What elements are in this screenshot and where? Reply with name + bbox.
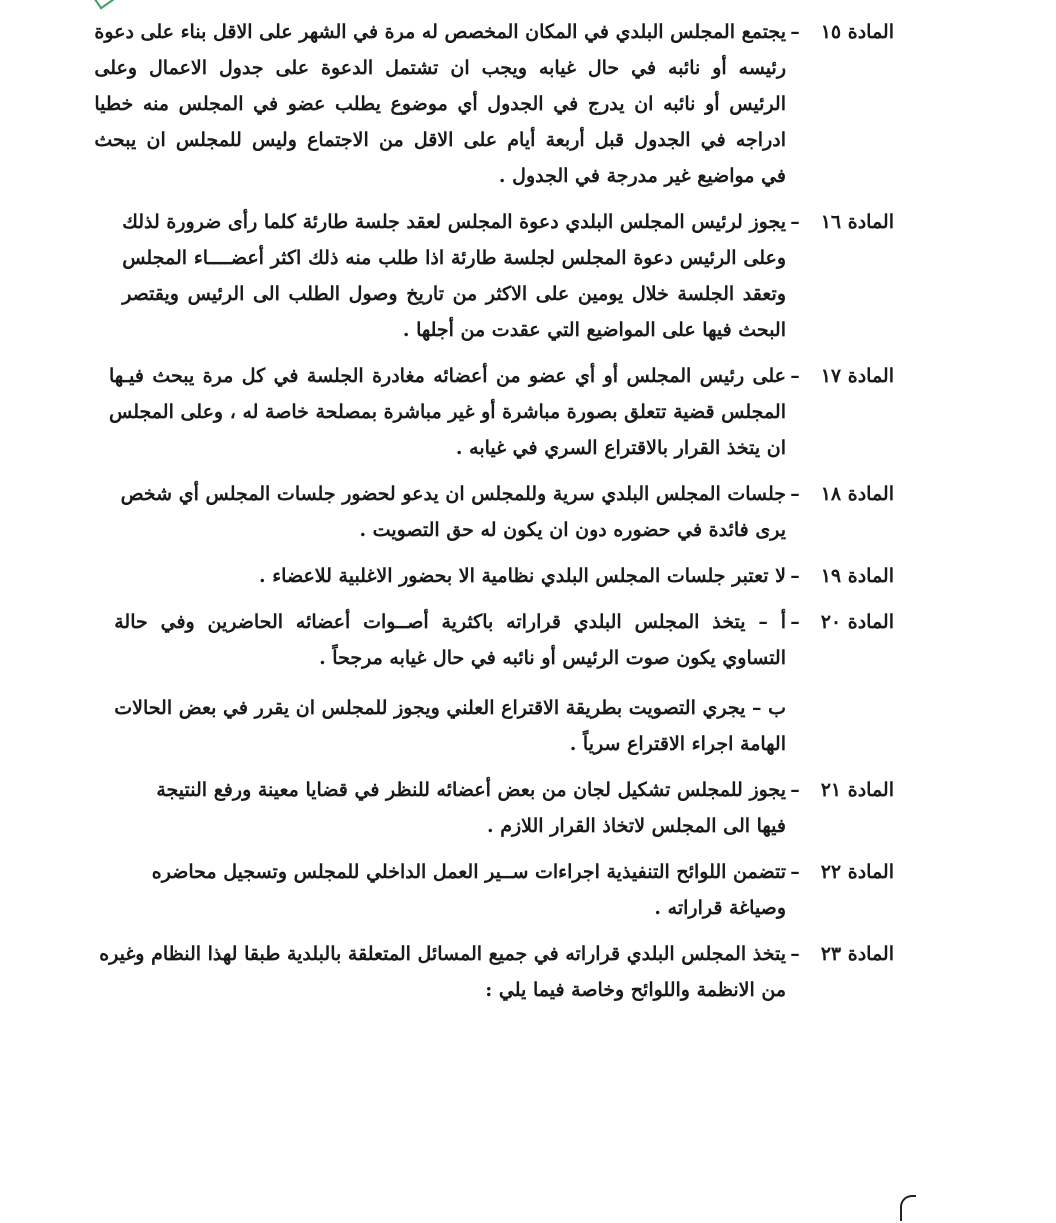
text-line: الرئيس أو نائبه ان يدرج في الجدول أي موضوع يطلب عضو في المجلس منه خطيا — [94, 93, 786, 115]
text-line: وعلى الرئيس دعوة المجلس لجلسة طارئة اذا طلب منه ذلك اكثر أعضــــاء المجلس — [122, 247, 786, 269]
article-dash: – — [790, 483, 800, 505]
article-body — [109, 358, 786, 466]
article-paragraph — [94, 14, 786, 194]
article-body — [114, 604, 786, 762]
article-body — [122, 204, 786, 348]
document-page — [94, 14, 894, 1018]
article-label: المادة ١٨ — [820, 483, 894, 505]
article-dash: – — [790, 365, 800, 387]
article-dash: – — [790, 21, 800, 43]
article-label: المادة ٢٢ — [820, 861, 894, 883]
article-18 — [120, 476, 894, 548]
page-corner-mark — [900, 1195, 916, 1221]
text-line: يجتمع المجلس البلدي في المكان المخصص له مرة في الشهر على الاقل بناء على دعوة — [94, 21, 786, 43]
article-label: المادة ١٧ — [820, 365, 894, 387]
text-line: ان يتخذ القرار بالاقتراع السري في غيابه . — [455, 437, 786, 459]
text-line: أ – يتخذ المجلس البلدي قراراته باكثرية أصــوات أعضائه الحاضرين وفي حالة — [114, 611, 786, 633]
article-label: المادة ١٦ — [820, 211, 894, 233]
text-line: تتضمن اللوائح التنفيذية اجراءات ســير العمل الداخلي للمجلس وتسجيل محاضره — [151, 861, 786, 883]
article-dash: – — [790, 779, 800, 801]
text-line: على رئيس المجلس أو أي عضو من أعضائه مغادرة الجلسة في كل مرة يبحث فيـها — [109, 365, 786, 387]
text-line: ب – يجري التصويت بطريقة الاقتراع العلني ويجوز للمجلس ان يقرر في بعض الحالات — [114, 697, 786, 719]
article-paragraph — [99, 936, 786, 1008]
text-line: في مواضيع غير مدرجة في الجدول . — [498, 165, 786, 187]
text-line: فيها الى المجلس لاتخاذ القرار اللازم . — [487, 815, 786, 837]
article-21 — [156, 772, 894, 844]
article-dash: – — [790, 611, 800, 633]
text-line: التساوي يكون صوت الرئيس أو نائبه في حال غيابه مرجحاً . — [319, 647, 786, 669]
text-line: جلسات المجلس البلدي سرية وللمجلس ان يدعو لحضور جلسات المجلس أي شخص — [120, 483, 786, 505]
text-line: من الانظمة واللوائح وخاصة فيما يلي : — [485, 979, 786, 1001]
text-line: يتخذ المجلس البلدي قراراته في جميع المسائل المتعلقة بالبلدية طبقا لهذا النظام وغيره — [99, 943, 786, 965]
article-20 — [114, 604, 894, 762]
text-line: رئيسه أو نائبه في حال غيابه ويجب ان تشتمل الدعوة على جدول الاعمال وعلى — [94, 57, 786, 79]
article-22 — [151, 854, 894, 926]
text-line: يجوز لرئيس المجلس البلدي دعوة المجلس لعقد جلسة طارئة كلما رأى ضرورة لذلك — [122, 211, 786, 233]
article-dash: – — [790, 861, 800, 883]
text-line: ادراجه في الجدول قبل أربعة أيام على الاقل من الاجتماع وليس للمجلس ان يبحث — [94, 129, 786, 151]
article-paragraph — [121, 476, 786, 548]
text-line: الهامة اجراء الاقتراع سرياً . — [569, 733, 786, 755]
article-label: المادة ١٥ — [820, 21, 894, 43]
article-paragraph — [180, 558, 786, 594]
text-line: المجلس قضية تتعلق بصورة مباشرة أو غير مباشرة بمصلحة خاصة له ، وعلى المجلس — [109, 401, 786, 423]
article-paragraph — [122, 204, 786, 348]
article-paragraph — [114, 604, 786, 676]
article-dash: – — [790, 565, 800, 587]
article-body — [180, 558, 786, 594]
text-line: البحث فيها على المواضيع التي عقدت من أجلها . — [402, 319, 786, 341]
article-label: المادة ٢٣ — [820, 943, 894, 965]
text-line: وصياغة قراراته . — [654, 897, 786, 919]
article-label: المادة ٢١ — [820, 779, 894, 801]
article-label: المادة ١٩ — [820, 565, 894, 587]
article-body — [94, 14, 786, 194]
article-paragraph — [114, 690, 786, 762]
text-line: وتعقد الجلسة خلال يومين على الاكثر من تاريخ وصول الطلب الى الرئيس ويقتصر — [122, 283, 786, 305]
corner-check-mark — [94, 0, 114, 10]
text-line: يرى فائدة في حضوره دون ان يكون له حق التصويت . — [359, 519, 786, 541]
article-paragraph — [109, 358, 786, 466]
article-23 — [99, 936, 894, 1008]
article-dash: – — [790, 211, 800, 233]
article-body — [99, 936, 786, 1008]
article-16 — [122, 204, 894, 348]
article-body — [152, 854, 786, 926]
article-dash: – — [790, 943, 800, 965]
article-paragraph — [156, 772, 786, 844]
article-paragraph — [152, 854, 786, 926]
text-line: يجوز للمجلس تشكيل لجان من بعض أعضائه للنظر في قضايا معينة ورفع النتيجة — [156, 779, 786, 801]
text-line: لا تعتبر جلسات المجلس البلدي نظامية الا بحضور الاغلبية للاعضاء . — [259, 565, 786, 587]
article-15 — [94, 14, 894, 194]
article-body — [156, 772, 786, 844]
article-label: المادة ٢٠ — [820, 611, 894, 633]
article-17 — [109, 358, 894, 466]
article-body — [121, 476, 786, 548]
article-19 — [180, 558, 894, 594]
